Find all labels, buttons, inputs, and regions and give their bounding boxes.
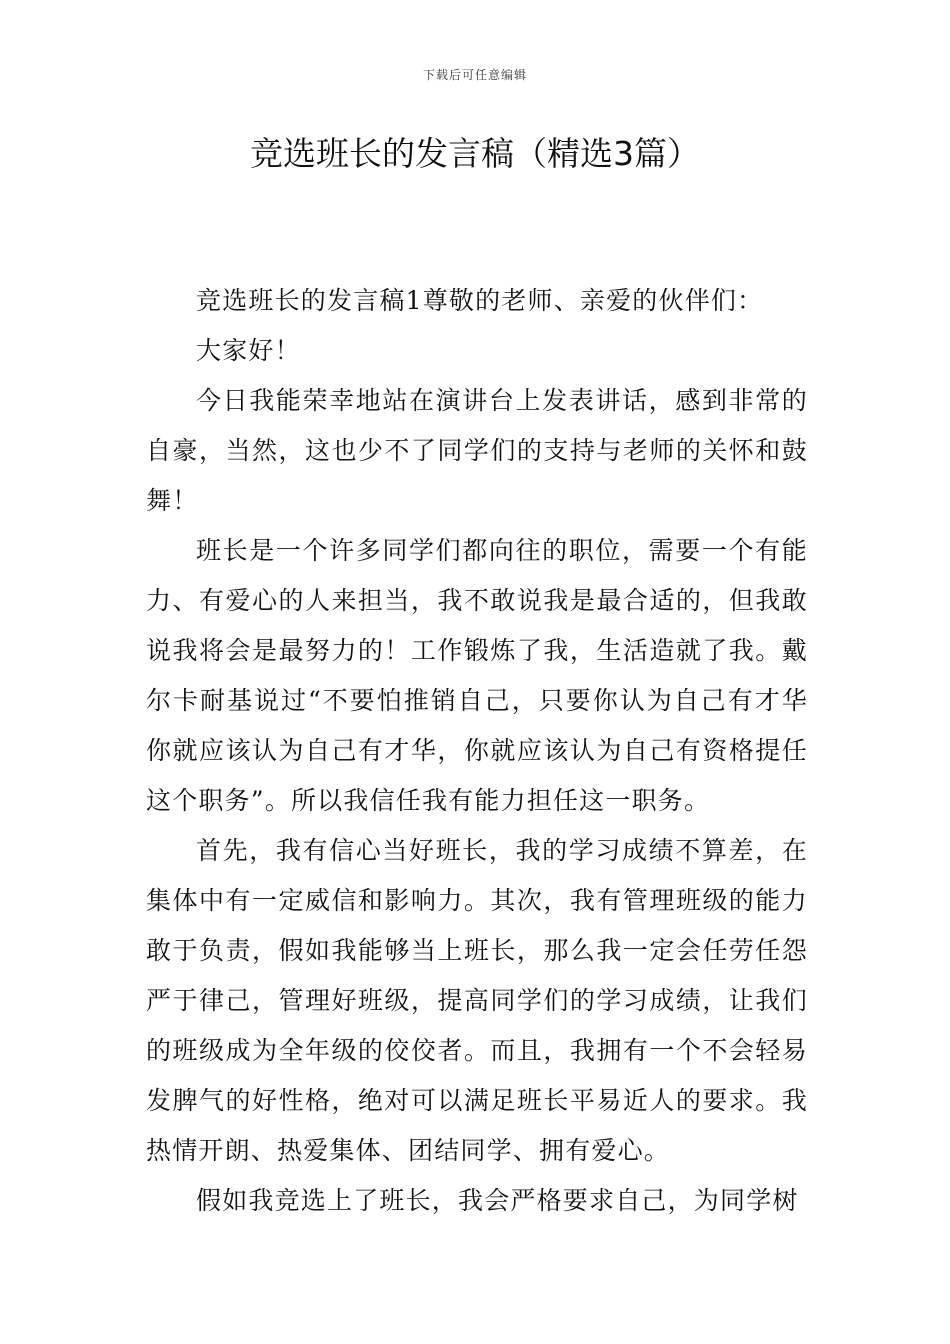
document-title: 竞选班长的发言稿（精选3篇） <box>250 134 700 173</box>
paragraph-salutation: 竞选班长的发言稿1尊敬的老师、亲爱的伙伴们： <box>196 286 764 315</box>
paragraph-role: 班长是一个许多同学们都向往的职位，需要一个有能力、有爱心的人来担当，我不敢说我是最合适的，但我敢说我将会是最努力的！工作锻炼了我，生活造就了我。戴尔卡耐基说过“不要怕推销自己，只要你认为自己有才华你就应该认为自己有才华，你就应该认为自己有资格提任这个职务”。所以我信任我有能力担任这一职务。 <box>146 536 808 815</box>
paragraph-intro: 今日我能荣幸地站在演讲台上发表讲话，感到非常的自豪，当然，这也少不了同学们的支持与老师的关怀和鼓舞！ <box>146 386 808 515</box>
paragraph-greeting: 大家好！ <box>196 336 301 365</box>
header-note: 下载后可任意编辑 <box>422 68 527 82</box>
paragraph-promise: 假如我竞选上了班长，我会严格要求自己，为同学树 <box>196 1186 799 1215</box>
document-body <box>146 276 808 1226</box>
paragraph-qualifications: 首先，我有信心当好班长，我的学习成绩不算差，在集体中有一定威信和影响力。其次，我有管理班级的能力敢于负责，假如我能够当上班长，那么我一定会任劳任怨严于律己，管理好班级，提高同学们的学习成绩，让我们的班级成为全年级的佼佼者。而且，我拥有一个不会轻易发脾气的好性格，绝对可以满足班长平易近人的要求。我热情开朗、热爱集体、团结同学、拥有爱心。 <box>146 836 808 1165</box>
